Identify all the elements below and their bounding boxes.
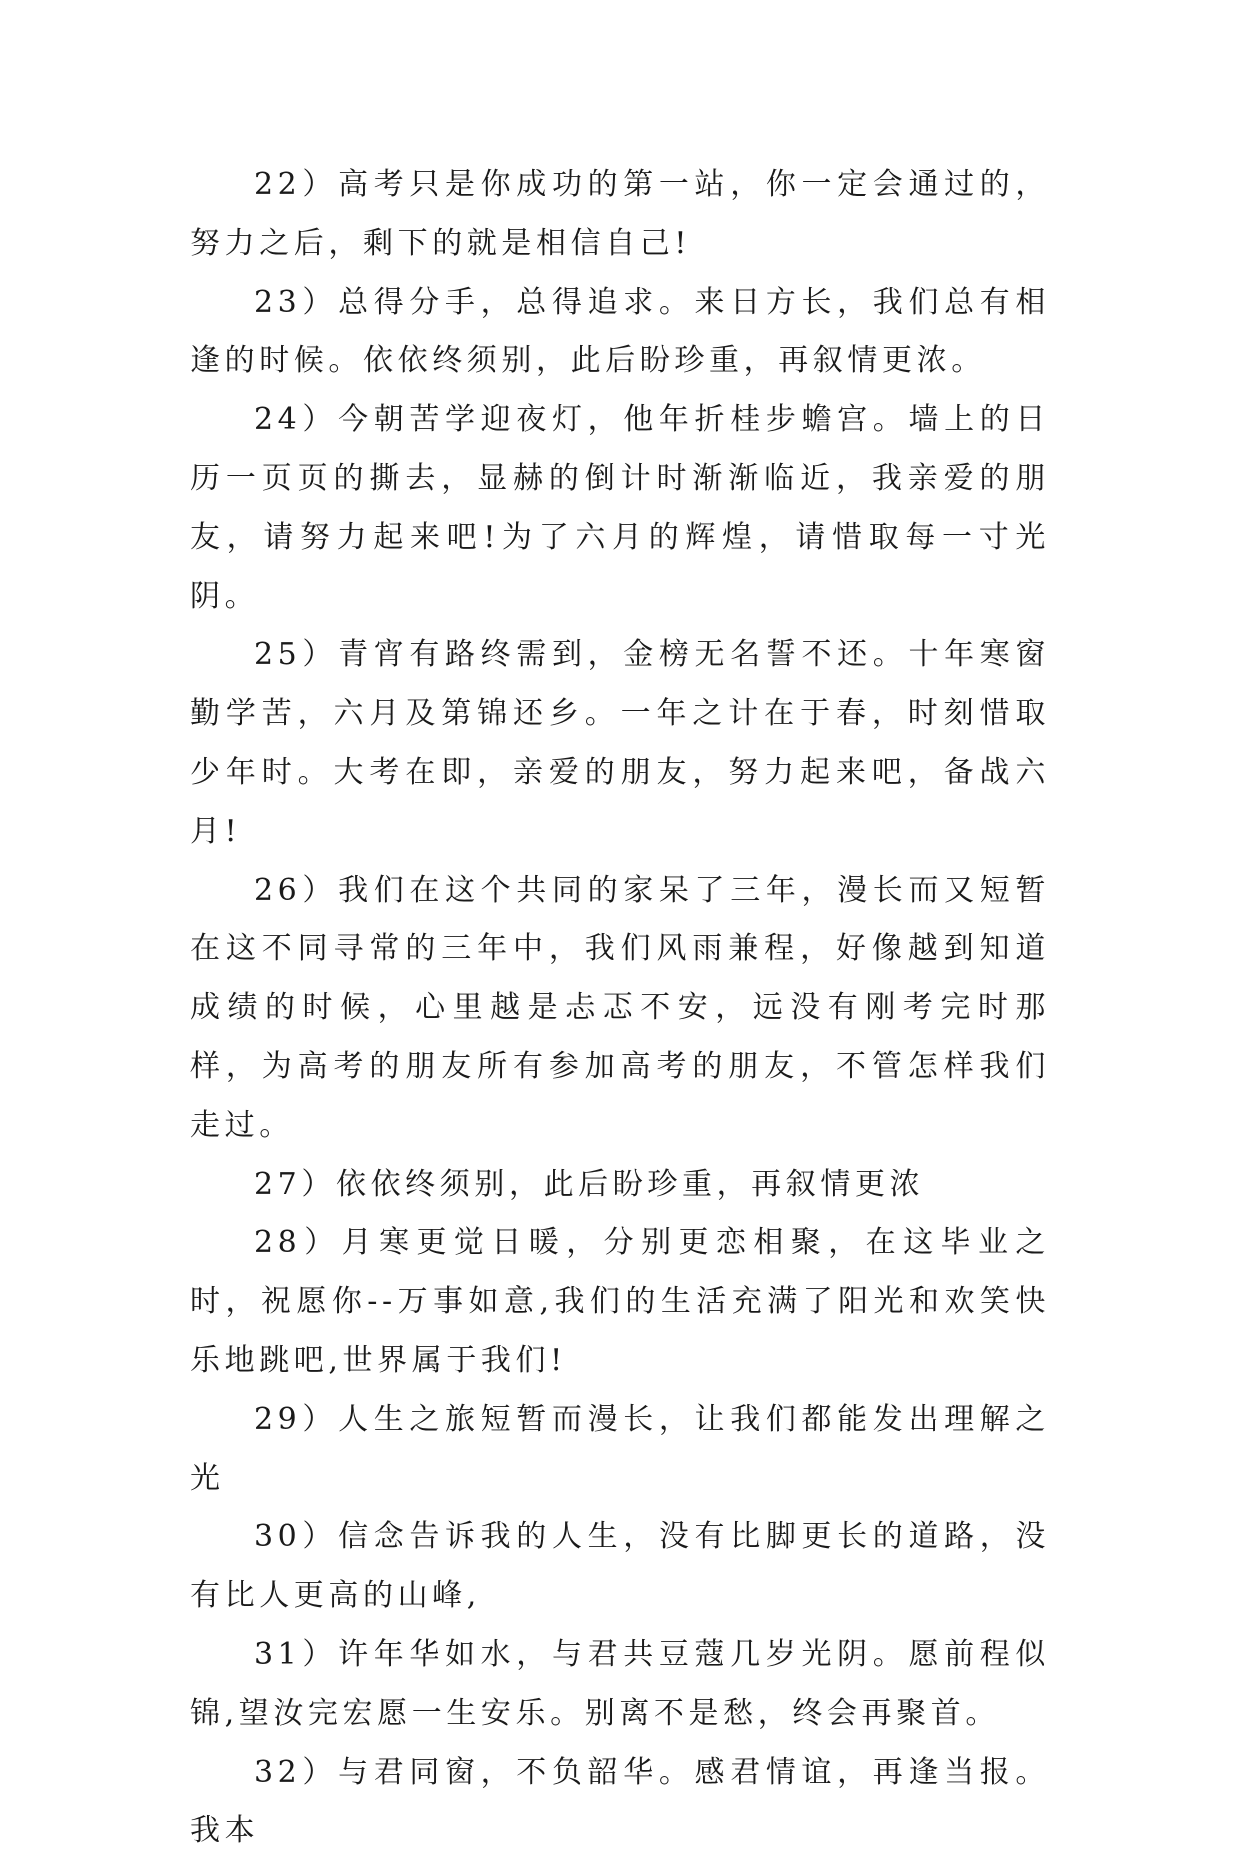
paragraph-28: 28）月寒更觉日暖，分别更恋相聚，在这毕业之时，祝愿你--万事如意,我们的生活充满了阳光和欢笑快乐地跳吧,世界属于我们! [190, 1225, 1050, 1378]
paragraph-23: 23）总得分手，总得追求。来日方长，我们总有相逢的时候。依依终须别，此后盼珍重，再叙情更浓。 [190, 284, 1050, 379]
paragraph-26: 26）我们在这个共同的家呆了三年，漫长而又短暂在这不同寻常的三年中，我们风雨兼程，好像越到知道成绩的时候，心里越是忐忑不安，远没有刚考完时那样，为高考的朋友所有参加高考的朋友，不管怎样我们走过。 [190, 872, 1050, 1143]
paragraph-32: 32）与君同窗，不负韶华。感君情谊，再逢当报。我本 [190, 1754, 1050, 1849]
paragraph-30: 30）信念告诉我的人生，没有比脚更长的道路，没有比人更高的山峰, [190, 1519, 1050, 1614]
document-body [190, 156, 1050, 1861]
paragraph-24: 24）今朝苦学迎夜灯，他年折桂步蟾宫。墙上的日历一页页的撕去，显赫的倒计时渐渐临近，我亲爱的朋友，请努力起来吧!为了六月的辉煌，请惜取每一寸光阴。 [190, 402, 1050, 614]
paragraph-31: 31）许年华如水，与君共豆蔻几岁光阴。愿前程似锦,望汝完宏愿一生安乐。别离不是愁，终会再聚首。 [190, 1636, 1050, 1731]
paragraph-29: 29）人生之旅短暂而漫长，让我们都能发出理解之光 [190, 1401, 1050, 1496]
paragraph-22: 22）高考只是你成功的第一站，你一定会通过的，努力之后，剩下的就是相信自己! [190, 167, 1050, 261]
paragraph-27: 27）依依终须别，此后盼珍重，再叙情更浓 [254, 1166, 925, 1202]
paragraph-25: 25）青宵有路终需到，金榜无名誓不还。十年寒窗勤学苦，六月及第锦还乡。一年之计在于春，时刻惜取少年时。大考在即，亲爱的朋友，努力起来吧，备战六月! [190, 637, 1050, 849]
